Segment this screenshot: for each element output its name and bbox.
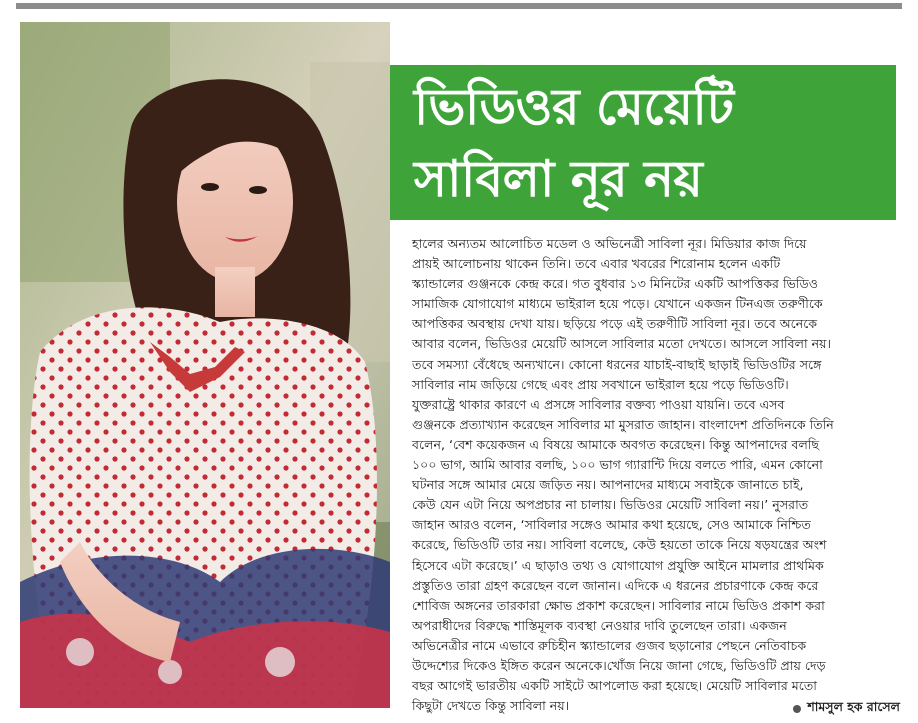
body-line: হিসেবে এটা করেছে।’ এ ছাড়াও তথ্য ও যোগাযোগ প্রযুক্তি আইনে মামলার প্রাথমিক [412, 557, 824, 573]
byline-author: শামসুল হক রাসেল [807, 699, 900, 714]
top-rule [16, 3, 902, 9]
headline-banner [390, 65, 896, 220]
body-line: শোবিজ অঙ্গনের তারকারা ক্ষোভ প্রকাশ করেছেন। সাবিলার নামে ভিডিও প্রকাশ করা [412, 597, 825, 613]
body-line: স্ক্যান্ডালের গুঞ্জনকে কেন্দ্র করে। গত বুধবার ১৩ মিনিটের একটি আপত্তিকর ভিডিও [412, 276, 819, 292]
body-line: প্রস্তুতিও তারা গ্রহণ করেছেন বলে জানান। এদিকে এ ধরনের প্রচারণাকে কেন্দ্র করে [412, 577, 819, 593]
body-line: আবার বলেন, ভিডিওর মেয়েটি আসলে সাবিলার মতো দেখতে। আসলে সাবিলা নয়। [412, 336, 832, 352]
body-line: অপরাধীদের বিরুদ্ধে শাস্তিমূলক ব্যবস্থা নেওয়ার দাবি তুলেছেন তারা। একজন [412, 617, 787, 633]
body-line: বছর আগেই ভারতীয় একটি সাইটে আপলোড করা হয়েছে। মেয়েটি সাবিলার মতো [412, 678, 817, 694]
body-line: ঘটনার সঙ্গে আমার মেয়ে জড়িত নয়। আপনাদের মাধ্যমে সবাইকে জানাতে চাই, [412, 477, 804, 493]
body-line: বলেন, ‘বেশ কয়েকজন এ বিষয়ে আমাকে অবগত করেছেন। কিন্তু আপনাদের বলছি [412, 436, 820, 452]
body-line: কেউ যেন এটা নিয়ে অপপ্রচার না চালায়। ভিডিওর মেয়েটি সাবিলা নয়।’ নুসরাত [412, 497, 809, 513]
body-line: যুক্তরাষ্ট্রে থাকার কারণে এ প্রসঙ্গে সাবিলার বক্তব্য পাওয়া যায়নি। তবে এসব [412, 396, 785, 412]
body-line: কিছুটা দেখতে কিন্তু সাবিলা নয়। [412, 698, 570, 714]
body-line: হালের অন্যতম আলোচিত মডেল ও অভিনেত্রী সাবিলা নূর। মিডিয়ার কাজ দিয়ে [412, 236, 807, 251]
body-line: ১০০ ভাগ, আমি আবার বলছি, ১০০ ভাগ গ্যারান্টি দিয়ে বলতে পারি, এমন কোনো [412, 457, 823, 473]
headline [414, 71, 872, 215]
body-line: প্রায়ই আলোচনায় থাকেন তিনি। তবে এবার খবরের শিরোনাম হলেন একটি [412, 256, 781, 272]
body-line: তবে সমস্যা বেঁধেছে অন্যখানে। কোনো ধরনের যাচাই-বাছাই ছাড়াই ভিডিওটির সঙ্গে [412, 356, 822, 372]
bullet-dot-icon [793, 705, 801, 713]
headline-line-1: ভিডিওর মেয়েটি [414, 78, 734, 136]
byline [700, 699, 900, 719]
headline-line-2: সাবিলা নূর নয় [414, 150, 703, 208]
body-line: উদ্দেশ্যের দিকেও ইঙ্গিত করেন অনেকে।খোঁজ নিয়ে জানা গেছে, ভিডিওটি প্রায় দেড় [412, 657, 826, 673]
body-line: করেছে, ভিডিওটি তার নয়। সাবিলা বলেছে, কেউ হয়তো তাকে নিয়ে ষড়যন্ত্রের অংশ [412, 537, 827, 553]
body-line: আপত্তিকর অবস্থায় দেখা যায়। ছড়িয়ে পড়ে এই তরুণীটি সাবিলা নূর। তবে অনেকে [412, 316, 818, 332]
body-line: জাহান আরও বলেন, ‘সাবিলার সঙ্গেও আমার কথা হয়েছে, সেও আমাকে নিশ্চিত [412, 517, 811, 533]
body-line: অভিনেত্রীর নামে এভাবে রুচিহীন স্ক্যান্ডালের গুজব ছড়ানোর পেছনে নেতিবাচক [412, 637, 807, 653]
article-photo [20, 22, 390, 708]
body-line: সামাজিক যোগাযোগ মাধ্যমে ভাইরাল হয়ে পড়ে। যেখানে একজন টিনএজ তরুণীকে [412, 296, 823, 312]
body-line: সাবিলার নাম জড়িয়ে গেছে এবং প্রায় সবখানে ভাইরাল হয়ে পড়ে ভিডিওটি। [412, 376, 789, 392]
body-line: গুঞ্জনকে প্রত্যাখ্যান করেছেন সাবিলার মা মুসরাত জাহান। বাংলাদেশ প্রতিদিনকে তিনি [412, 416, 834, 432]
